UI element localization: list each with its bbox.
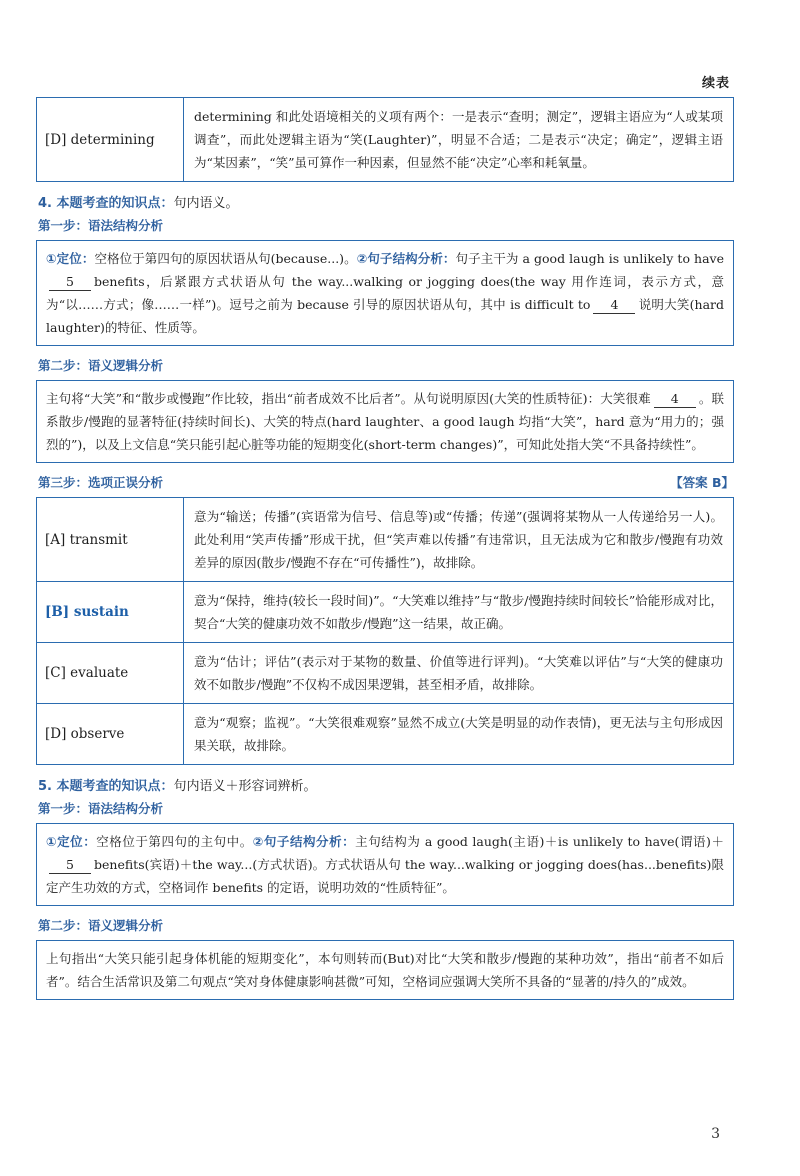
option-label: [C] evaluate (37, 643, 184, 704)
analysis-box (36, 823, 734, 906)
question-number: 4. (38, 196, 52, 211)
label-structure: ②句子结构分析： (252, 834, 356, 849)
option-explanation: 意为“保持，维持(较长一段时间)”。“大笑难以维持”与“散步/慢跑持续时间较长”恰能形成对比，契合“大笑的健康功效不如散步/慢跑”这一结果，故正确。 (184, 582, 734, 643)
text: 上句指出“大笑只能引起身体机能的短期变化”，本句则转而(But)对比“大笑和散步/慢跑的某种功效”，指出“前者不如后者”。结合生活常识及第二句观点“笑对身体健康影响甚微”可知，空格词应强调大笑所不具备的“显著的/持久的”成效。 (46, 951, 724, 989)
analysis-box (36, 380, 734, 463)
label-locate: ①定位： (46, 251, 95, 266)
step-title: 第二步：语义逻辑分析 (38, 918, 164, 933)
options-table (36, 497, 734, 765)
option-explanation: 意为“观察；监视”。“大笑很难观察”显然不成立(大笑是明显的动作表情)，更无法与主句形成因果关联，故排除。 (184, 704, 734, 765)
page (36, 72, 734, 1010)
page-number: 3 (711, 1126, 720, 1142)
text: 空格位于第四句的原因状语从句(because...)。 (94, 251, 357, 266)
text: benefits(宾语)＋the way...(方式状语)。方式状语从句 the way...walking or jogging does(has...benefits)限定产生功效的方式，空格词作 benefits 的定语，说明功效的“性质特征”。 (46, 857, 724, 895)
option-label: [A] transmit (37, 498, 184, 582)
table-row (37, 498, 734, 582)
option-explanation: 意为“估计；评估”(表示对于某物的数量、价值等进行评判)。“大笑难以评估”与“大笑的健康功效不如散步/慢跑”不仅构不成因果逻辑，甚至相矛盾，故排除。 (184, 643, 734, 704)
table-row (37, 98, 734, 182)
blank-number: 4 (654, 391, 696, 408)
option-explanation: determining 和此处语境相关的义项有两个：一是表示“查明；测定”，逻辑主语应为“人或某项调查”，而此处逻辑主语为“笑(Laughter)”，明显不合适；二是表示“决定；确定”，逻辑主语为“某因素”，“笑”虽可算作一种因素，但显然不能“决定”心率和耗氧量。 (184, 98, 734, 182)
text: 说明大笑(hard laughter)的特征、性质等。 (46, 297, 724, 335)
text: 主句将“大笑”和“散步或慢跑”作比较，指出“前者成效不比后者”。从句说明原因(大笑的性质特征)：大笑很难 (46, 391, 651, 406)
blank-number: 5 (49, 274, 91, 291)
knowledge-point: 句内语义＋形容词辨析。 (173, 779, 317, 794)
table-row (37, 582, 734, 643)
step-heading (38, 916, 734, 936)
blank-number: 4 (593, 297, 635, 314)
step-title: 第一步：语法结构分析 (38, 218, 164, 233)
table-continued (36, 97, 734, 182)
text: 句子主干为 a good laugh is unlikely to have (455, 251, 724, 266)
option-label: [D] observe (37, 704, 184, 765)
text: 。联系散步/慢跑的显著特征(持续时间长)、大笑的特点(hard laughter、a good laugh 均指“大笑”，hard 意为“用力的；强烈的”)，以及上文信息“笑只能引起心脏等功能的短期变化(short-term changes)”，可知此处指大笑“不具备持续性”。 (46, 391, 724, 452)
step-title: 第二步：语义逻辑分析 (38, 358, 164, 373)
answer-badge: 【答案 B】 (670, 475, 734, 490)
text: benefits，后紧跟方式状语从句 the way...walking or jogging does(the way 用作连词，表示方式，意为“以……方式；像……一样”)。逗号之前为 because 引导的原因状语从句，其中 is difficult to (46, 274, 724, 312)
step-heading (38, 473, 734, 493)
label-locate: ①定位： (46, 834, 97, 849)
question-heading (38, 777, 734, 797)
blank-number: 5 (49, 857, 91, 874)
analysis-box (36, 940, 734, 1000)
text: 空格位于第四句的主句中。 (96, 834, 253, 849)
table-row (37, 643, 734, 704)
analysis-box (36, 240, 734, 346)
option-label-correct: [B] sustain (37, 582, 184, 643)
step-heading (38, 799, 734, 819)
continued-label: 续表 (701, 76, 730, 91)
question-heading (38, 194, 734, 214)
knowledge-point: 句内语义。 (173, 196, 239, 211)
label-structure: ②句子结构分析： (356, 251, 456, 266)
step-title: 第三步：选项正误分析 (38, 475, 164, 490)
table-row (37, 704, 734, 765)
option-label: [D] determining (37, 98, 184, 182)
step-heading (38, 216, 734, 236)
step-title: 第一步：语法结构分析 (38, 801, 164, 816)
step-heading (38, 356, 734, 376)
option-explanation: 意为“输送；传播”(宾语常为信号、信息等)或“传播；传递”(强调将某物从一人传递给另一人)。此处利用“笑声传播”形成干扰，但“笑声难以传播”有违常识，且无法成为它和散步/慢跑有功效差异的原因(散步/慢跑不存在“可传播性”)，故排除。 (184, 498, 734, 582)
text: 主句结构为 a good laugh(主语)＋is unlikely to have(谓语)＋ (355, 834, 724, 849)
question-heading-text: 本题考查的知识点： (56, 779, 174, 794)
question-number: 5. (38, 779, 52, 794)
question-heading-text: 本题考查的知识点： (56, 196, 174, 211)
